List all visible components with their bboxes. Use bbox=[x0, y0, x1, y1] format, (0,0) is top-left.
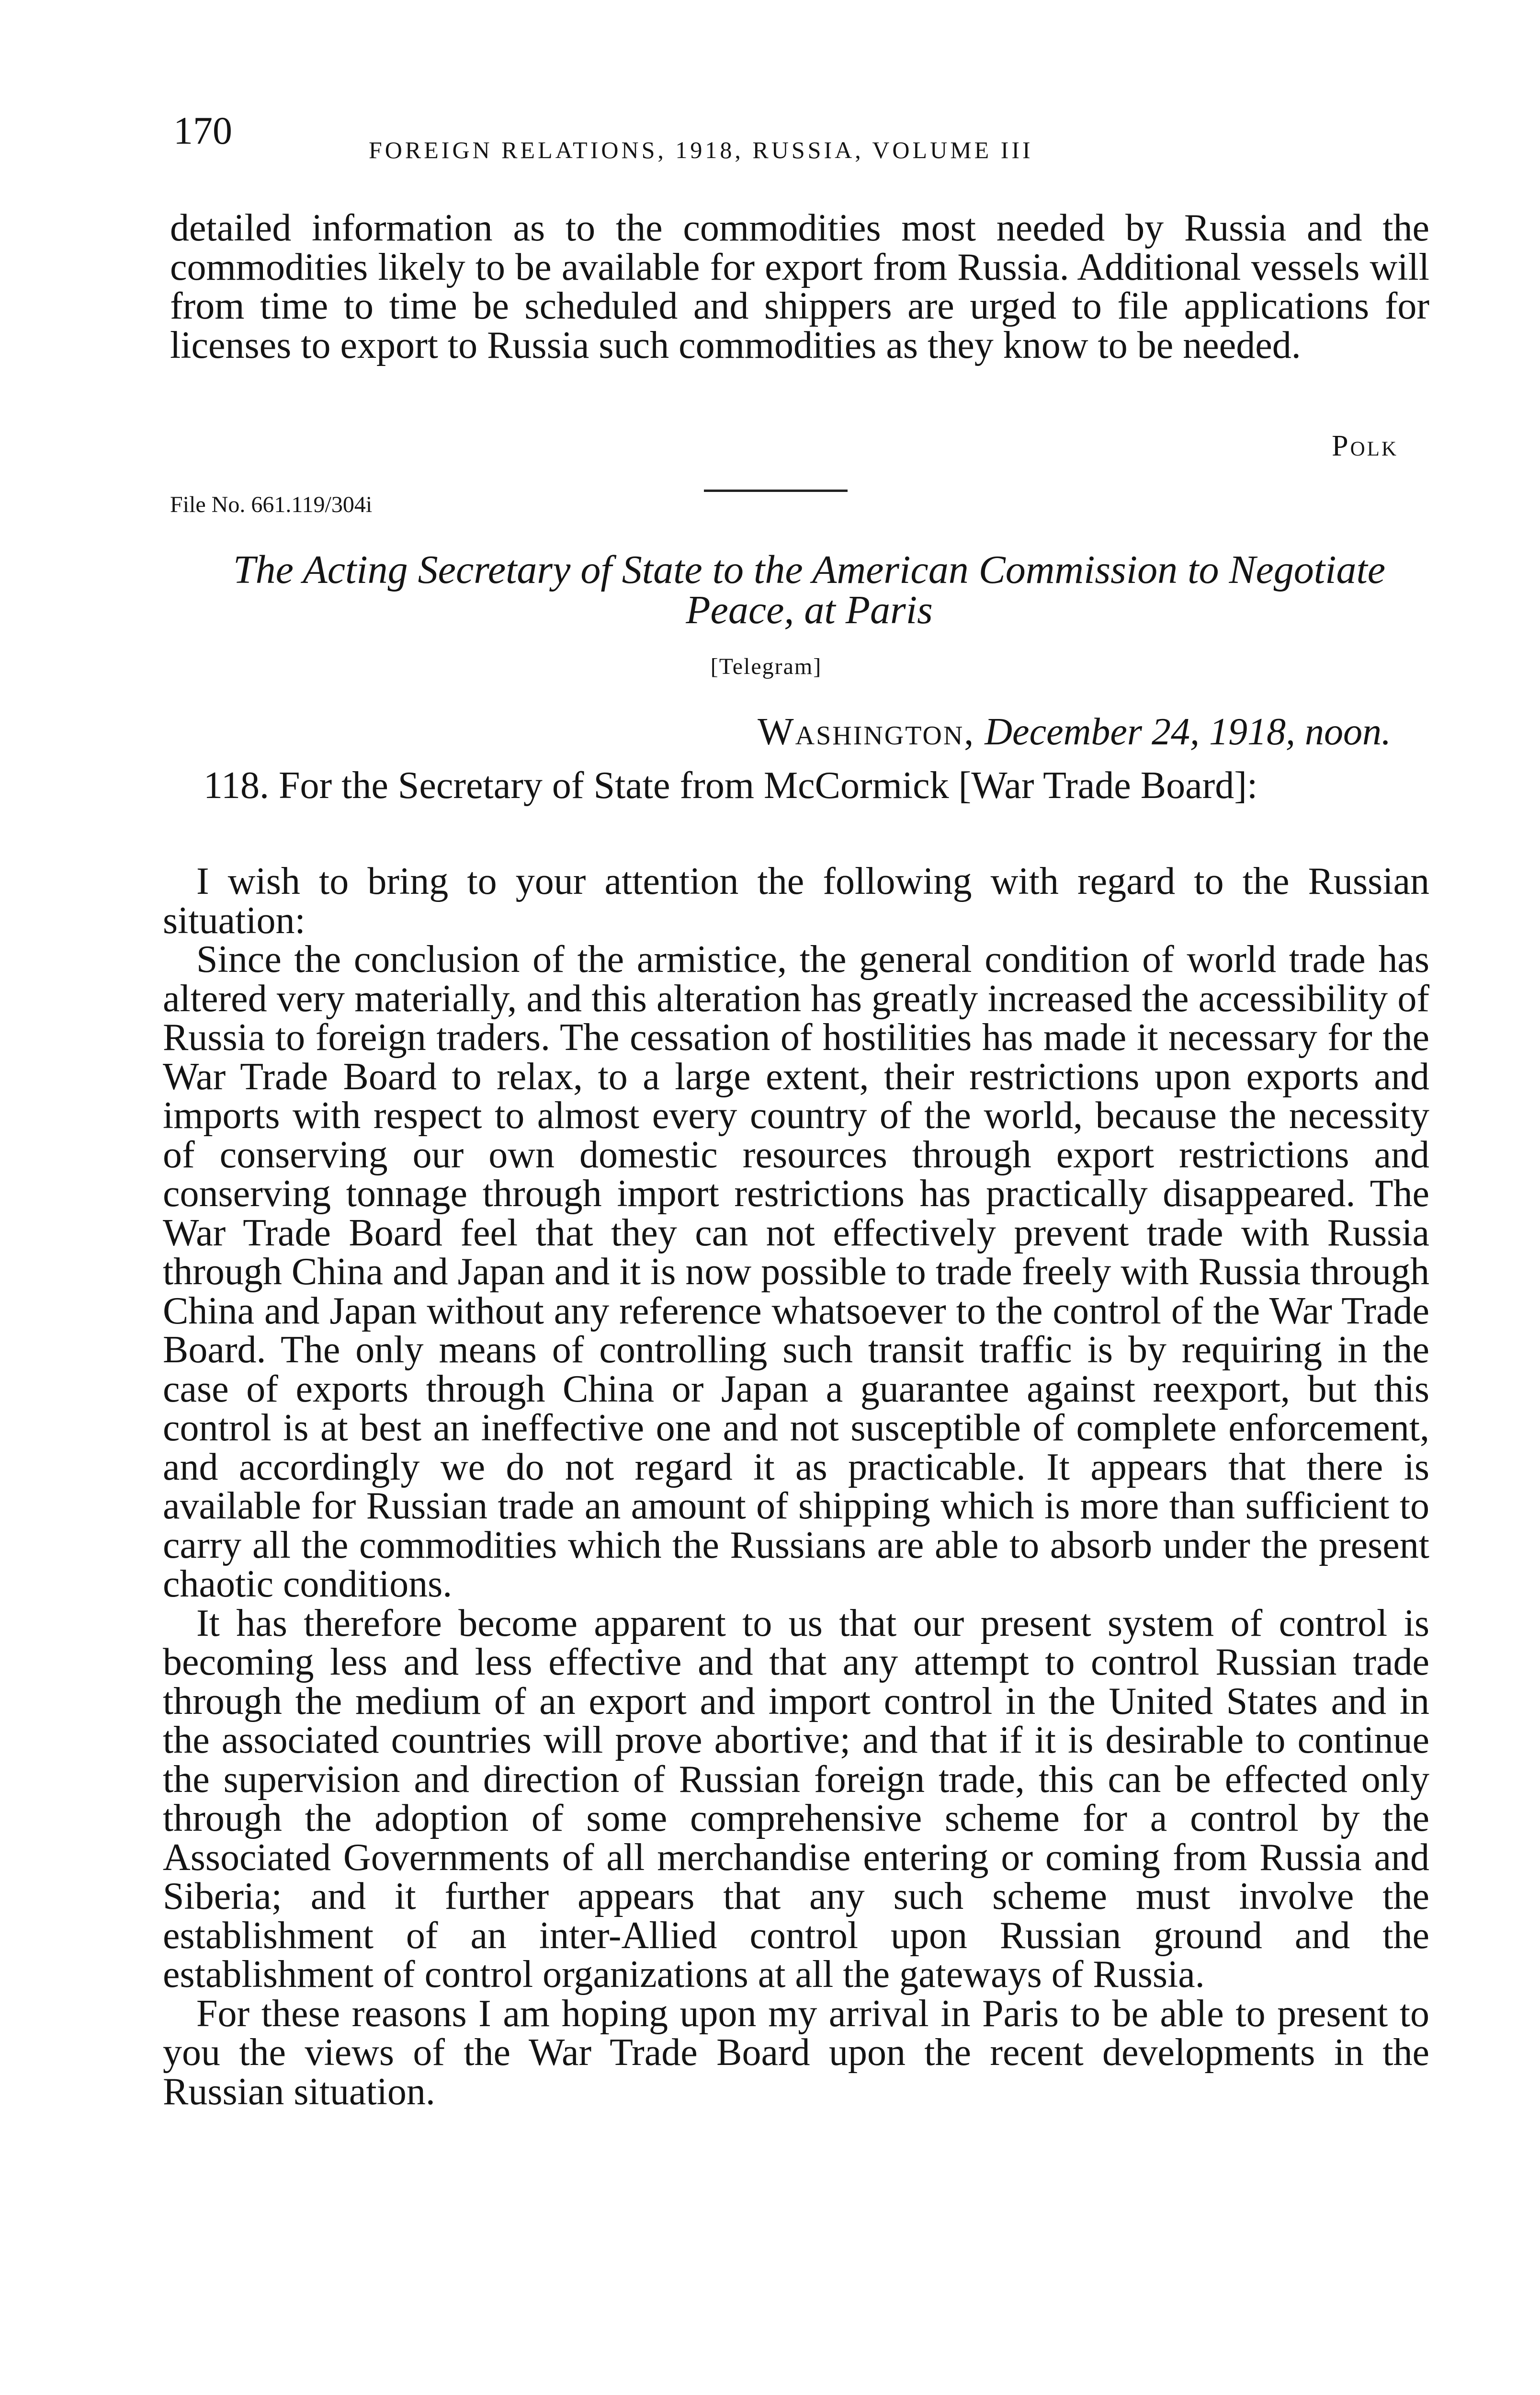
body-paragraph: For these reasons I am hoping upon my arrival in Paris to be able to present to you the views of the War Trade Board upon the recent developments in the Russian situation. bbox=[163, 1992, 1429, 2113]
body-paragraph: It has therefore become apparent to us that our present system of control is becoming less and less effective and that any attempt to control Russian trade through the medium of an export and import control in the United States and in the associated countries will prove abortive; and that if it is desirable to continue the supervision and direction of Russian foreign trade, this can be effected only through the adoption of some comprehensive scheme for a control by the Associated Governments of all merchandise entering or coming from Russia and Siberia; and it further appears that any such scheme must involve the establishment of an inter-Allied control upon Russian ground and the establishment of control organizations at all the gateways of Russia. bbox=[163, 1602, 1429, 1996]
addressee-paragraph bbox=[170, 766, 1429, 806]
dateline-place: Washington, bbox=[758, 711, 975, 753]
signature: Polk bbox=[1332, 430, 1398, 462]
addressee-line: For the Secretary of State from McCormick [War Trade Board]: bbox=[279, 764, 1258, 807]
section-divider bbox=[704, 490, 848, 492]
dateline-date: December 24, 1918, noon. bbox=[985, 711, 1391, 753]
body-paragraph: Since the conclusion of the armistice, the general condition of world trade has altered very materially, and this alteration has greatly increased the accessibility of Russia to foreign traders. The cessation of hostilities has made it necessary for the War Trade Board to relax, to a large extent, their restrictions upon exports and imports with respect to almost every country of the world, because the necessity of conserving our own domestic resources through export restrictions and conserving tonnage through import restrictions has practically disappeared. The War Trade Board feel that they can not effectively prevent trade with Russia through China and Japan and it is now possible to trade freely with Russia through China and Japan without any reference whatsoever to the control of the War Trade Board. The only means of controlling such transit traffic is by requiring in the case of exports through China or Japan a guarantee against reexport, but this control is at best an ineffective one and not susceptible of complete enforcement, and accordingly we do not regard it as practicable. It appears that there is available for Russian trade an amount of shipping which is more than sufficient to carry all the commodities which the Russians are able to absorb under the present chaotic conditions. bbox=[163, 938, 1429, 1605]
running-head: FOREIGN RELATIONS, 1918, RUSSIA, VOLUME III bbox=[369, 137, 1033, 163]
telegram-number: 118. bbox=[204, 764, 270, 807]
page-number: 170 bbox=[173, 109, 232, 152]
body-paragraph: I wish to bring to your attention the following with regard to the Russian situation: bbox=[163, 860, 1429, 942]
file-number: File No. 661.119/304i bbox=[170, 492, 373, 517]
document-title: The Acting Secretary of State to the American Commission to Negotiate Peace, at Paris bbox=[233, 547, 1386, 632]
continuation-paragraph: detailed information as to the commodities most needed by Russia and the commodities likely to be available for export from Russia. Additional vessels will from time to time be scheduled and shippers are urged to file applications for licenses to export to Russia such commodities as they know to be needed. bbox=[170, 207, 1429, 366]
telegram-label: [Telegram] bbox=[710, 654, 822, 679]
dateline bbox=[658, 713, 1391, 751]
message-body bbox=[163, 862, 1429, 2111]
